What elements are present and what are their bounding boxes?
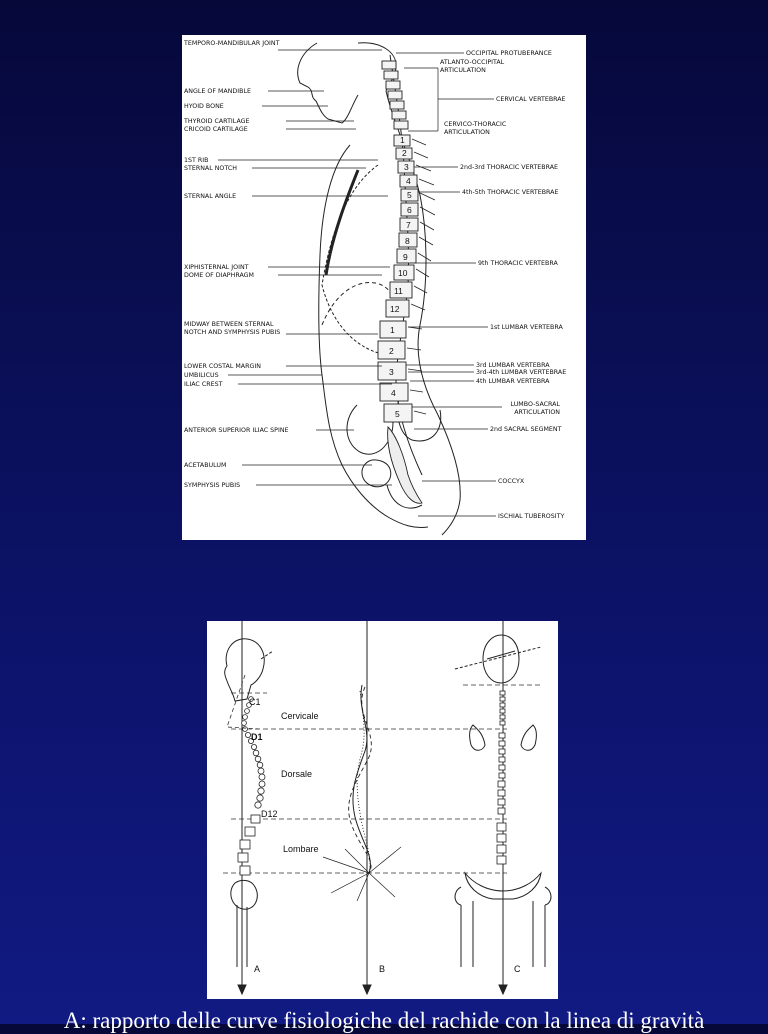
face-outline: [298, 43, 358, 123]
region-label-cervicale: Cervicale: [281, 711, 319, 721]
vertebra-number: 1: [390, 325, 395, 335]
vertebra-number: 2: [402, 148, 407, 158]
vertebra-c: [382, 61, 396, 69]
label-1st-lumbar-vertebra: 1st LUMBAR VERTEBRA: [490, 324, 563, 331]
label-acetabulum: ACETABULUM: [184, 462, 227, 469]
label-lumbo-sacral-wrapper: [476, 401, 586, 421]
sternum-outline: [326, 170, 358, 275]
label-xiphisternal-joint: XIPHISTERNAL JOINT: [184, 264, 249, 271]
label-ischial-tuberosity: ISCHIAL TUBEROSITY: [498, 513, 565, 520]
curve-b-solid: [353, 685, 371, 873]
label-coccyx: COCCYX: [498, 478, 525, 485]
rib-cage-outline: [322, 165, 387, 355]
label-midway: MIDWAY BETWEEN STERNAL NOTCH AND SYMPHYSIS PUBIS: [184, 321, 281, 336]
label-umbilicus: UMBILICUS: [184, 372, 219, 379]
side-pelvis-outline: [231, 880, 258, 909]
marker-d12: D12: [261, 809, 278, 819]
vertebra-number: 7: [406, 220, 411, 230]
label-9th-thoracic-vertebra: 9th THORACIC VERTEBRA: [478, 260, 558, 267]
vertebra-c: [392, 111, 406, 119]
region-label-lombare: Lombare: [283, 844, 319, 854]
label-sternal-notch: STERNAL NOTCH: [184, 165, 238, 172]
slide-caption: A: rapporto delle curve fisiologiche del rachide con la linea di gravità: [63, 1008, 705, 1033]
spine-curvature-drawing: [207, 621, 558, 999]
marker-c1: C1: [249, 697, 261, 707]
spine-anatomy-figure: [182, 35, 586, 540]
vertebra-c: [386, 81, 400, 89]
label-3rd-4th-lumbar-vertebrae: 3rd-4th LUMBAR VERTEBRAE: [476, 369, 567, 376]
spine-curvature-figure: [207, 621, 558, 999]
vertebra-number: 10: [398, 268, 408, 278]
panel-letter-b: B: [379, 964, 386, 974]
label-atlanto-wrapper: [440, 59, 550, 79]
vertebra-number: 1: [400, 135, 405, 145]
label-symphysis-pubis: SYMPHYSIS PUBIS: [184, 482, 241, 489]
marker-d1: D1: [251, 732, 263, 742]
panel-letter-a: A: [254, 964, 261, 974]
vertebra-number: 12: [390, 304, 400, 314]
vertebra-number: 2: [389, 346, 394, 356]
label-temporo-mandibular-joint: TEMPORO-MANDIBULAR JOINT: [184, 40, 280, 47]
label-4th-5th-thoracic-vertebrae: 4th-5th THORACIC VERTEBRAE: [462, 189, 559, 196]
label-dome-of-diaphragm: DOME OF DIAPHRAGM: [184, 272, 254, 279]
label-occipital-protuberance: OCCIPITAL PROTUBERANCE: [466, 50, 552, 57]
sacrum-outline: [388, 427, 422, 503]
vertebra-number: 3: [389, 367, 394, 377]
label-cervical-vertebrae: CERVICAL VERTEBRAE: [496, 96, 566, 103]
vertebra-number: 8: [405, 236, 410, 246]
label-lower-costal-margin: LOWER COSTAL MARGIN: [184, 363, 261, 370]
label-3rd-lumbar-vertebra: 3rd LUMBAR VERTEBRA: [476, 362, 550, 369]
curve-b-dashed: [349, 687, 372, 873]
vertebra-c: [394, 121, 408, 129]
label-4th-lumbar-vertebra: 4th LUMBAR VERTEBRA: [476, 378, 550, 385]
front-contour: [319, 145, 428, 528]
vertebra-number: 4: [391, 388, 396, 398]
curve-b-dotted: [357, 691, 370, 873]
vertebra-number: 6: [407, 205, 412, 215]
label-cervico-thoracic-wrapper: [444, 121, 554, 141]
label-midway-wrapper: [184, 321, 284, 351]
vertebra-number: 11: [394, 286, 403, 296]
label-2nd-3rd-thoracic-vertebrae: 2nd-3rd THORACIC VERTEBRAE: [460, 164, 559, 171]
region-label-dorsale: Dorsale: [281, 769, 313, 779]
label-angle-of-mandible: ANGLE OF MANDIBLE: [184, 88, 251, 95]
label-hyoid-bone: HYOID BONE: [184, 103, 224, 110]
acetabulum-outline: [362, 460, 391, 487]
vertebra-number: 5: [407, 190, 412, 200]
vertebra-number: 4: [406, 176, 411, 186]
side-head-outline: [225, 639, 265, 701]
label-iliac-crest: ILIAC CREST: [184, 381, 223, 388]
vertebra-c: [390, 101, 404, 109]
vertebra-c: [388, 91, 402, 99]
label-anterior-superior-iliac-spine: ANTERIOR SUPERIOR ILIAC SPINE: [184, 427, 289, 434]
vertebra-number: 5: [395, 409, 400, 419]
panel-letter-c: C: [514, 964, 521, 974]
label-first-rib: 1ST RIB: [184, 157, 209, 164]
label-atlanto-occipital-articulation: ATLANTO-OCCIPITAL ARTICULATION: [440, 59, 505, 74]
label-2nd-sacral-segment: 2nd SACRAL SEGMENT: [490, 426, 562, 433]
label-cervico-thoracic-articulation: CERVICO-THORACIC ARTICULATION: [444, 121, 507, 136]
vertebra-number: 3: [404, 162, 409, 172]
label-cricoid-cartilage: CRICOID CARTILAGE: [184, 126, 248, 133]
spine-anatomy-drawing: [182, 35, 586, 540]
vertebra-c: [384, 71, 398, 79]
vertebra-number: 9: [403, 252, 408, 262]
label-thyroid-cartilage: THYROID CARTILAGE: [184, 118, 250, 125]
scapula-right: [521, 725, 536, 750]
diaphragm-dome: [322, 283, 392, 325]
label-lumbo-sacral-articulation: LUMBO-SACRAL ARTICULATION: [510, 401, 560, 416]
label-sternal-angle: STERNAL ANGLE: [184, 193, 237, 200]
